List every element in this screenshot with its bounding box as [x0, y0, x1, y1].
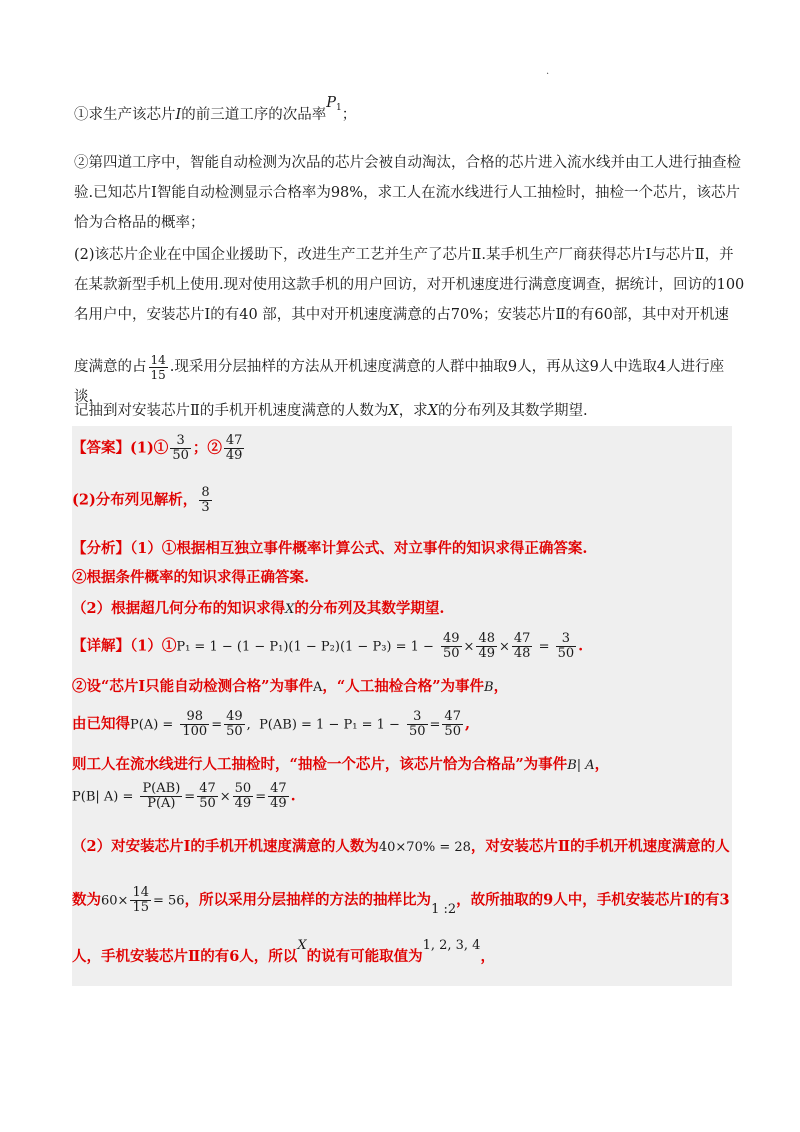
- detail-line-8: 人，手机安装芯片Ⅱ的有6人，所以X的说有可能取值为1, 2, 3, 4，: [72, 938, 495, 965]
- fraction-8-3: $\frac{8}{3}$: [201, 485, 210, 515]
- answer-line-2: (2)分布列见解析， $\frac{8}{3}$: [72, 485, 210, 515]
- header-dot: .: [546, 66, 550, 77]
- answer-line-1: 【答案】(1)① $\frac{3}{50}$ ；② $\frac{47}{49}$: [72, 433, 243, 463]
- fraction-47-49: $\frac{47}{49}$: [225, 433, 243, 463]
- analysis-line-1: 【分析】（1）①根据相互独立事件概率计算公式、对立事件的知识求得正确答案.: [72, 540, 588, 557]
- detail-line-1: 【详解】（1）①P₁ = 1 − (1 − P₁)(1 − P₂)(1 − P₃) = 1 − $\frac{49}{50}$ × $\frac{48}{49}$ × $\frac{47}{48}$ = $\frac{3}{50}$ .: [72, 631, 584, 661]
- detail-line-5: P(B| A) = $\frac{P(AB)}{P(A)}$ = $\frac{47}{50}$ × $\frac{50}{49}$ = $\frac{47}{49}$ .: [72, 781, 296, 811]
- question-part-2: ②第四道工序中，智能自动检测为次品的芯片会被自动淘汰，合格的芯片进入流水线并由工人进行抽查检 验.已知芯片Ⅰ智能自动检测显示合格率为98%，求工人在流水线进行人工抽检时，抽检一个芯片，该芯片 恰为合格品的概率；: [74, 155, 741, 231]
- detail-line-2: ②设“芯片Ⅰ只能自动检测合格”为事件A，“人工抽检合格”为事件B，: [72, 678, 509, 695]
- fraction-3-50: $\frac{3}{50}$: [172, 433, 189, 463]
- analysis-line-3: （2）根据超几何分布的知识求得X的分布列及其数学期望.: [72, 600, 445, 617]
- question-line-5: 记抽到对安装芯片Ⅱ的手机开机速度满意的人数为X，求X的分布列及其数学期望.: [74, 403, 588, 419]
- fraction-14-15: $\frac{14}{15}$: [150, 352, 166, 382]
- detail-line-4: 则工人在流水线进行人工抽检时，“抽检一个芯片，该芯片恰为合格品”为事件B| A，: [72, 756, 610, 773]
- question-line-4: 度满意的占 $\frac{14}{15}$ .现采用分层抽样的方法从开机速度满意的人群中抽取9人，再从这9人中选取4人进行座谈，: [74, 352, 725, 405]
- detail-line-3: 由已知得P(A) = $\frac{98}{100}$ = $\frac{49}{50}$ , P(AB) = 1 − P₁ = 1 − $\frac{3}{50}$ = $\frac{47}{50}$ ,: [72, 709, 471, 739]
- answer-block: [72, 426, 732, 986]
- question-part-2b: (2)该芯片企业在中国企业援助下，改进生产工艺并生产了芯片Ⅱ.某手机生产厂商获得芯片Ⅰ与芯片Ⅱ，并 在某款新型手机上使用.现对使用这款手机的用户回访，对开机速度进行满意度调查，据统计，回访的100 名用户中，安装芯片Ⅰ的有40 部，其中对开机速度满意的占70%；安装芯片Ⅱ的有60部，其中对开机速: [74, 247, 745, 323]
- detail-line-6: （2）对安装芯片Ⅰ的手机开机速度满意的人数为40×70% = 28，对安装芯片Ⅱ的手机开机速度满意的人: [72, 838, 730, 855]
- detail-line-7: 数为60× $\frac{14}{15}$ = 56，所以采用分层抽样的方法的抽样比为1 :2，故所抽取的9人中，手机安装芯片Ⅰ的有3: [72, 885, 730, 917]
- p1-symbol: $P_1$: [326, 95, 342, 113]
- question-part-1: ①求生产该芯片I的前三道工序的次品率$P_1$；: [74, 95, 357, 123]
- analysis-line-2: ②根据条件概率的知识求得正确答案.: [72, 569, 310, 586]
